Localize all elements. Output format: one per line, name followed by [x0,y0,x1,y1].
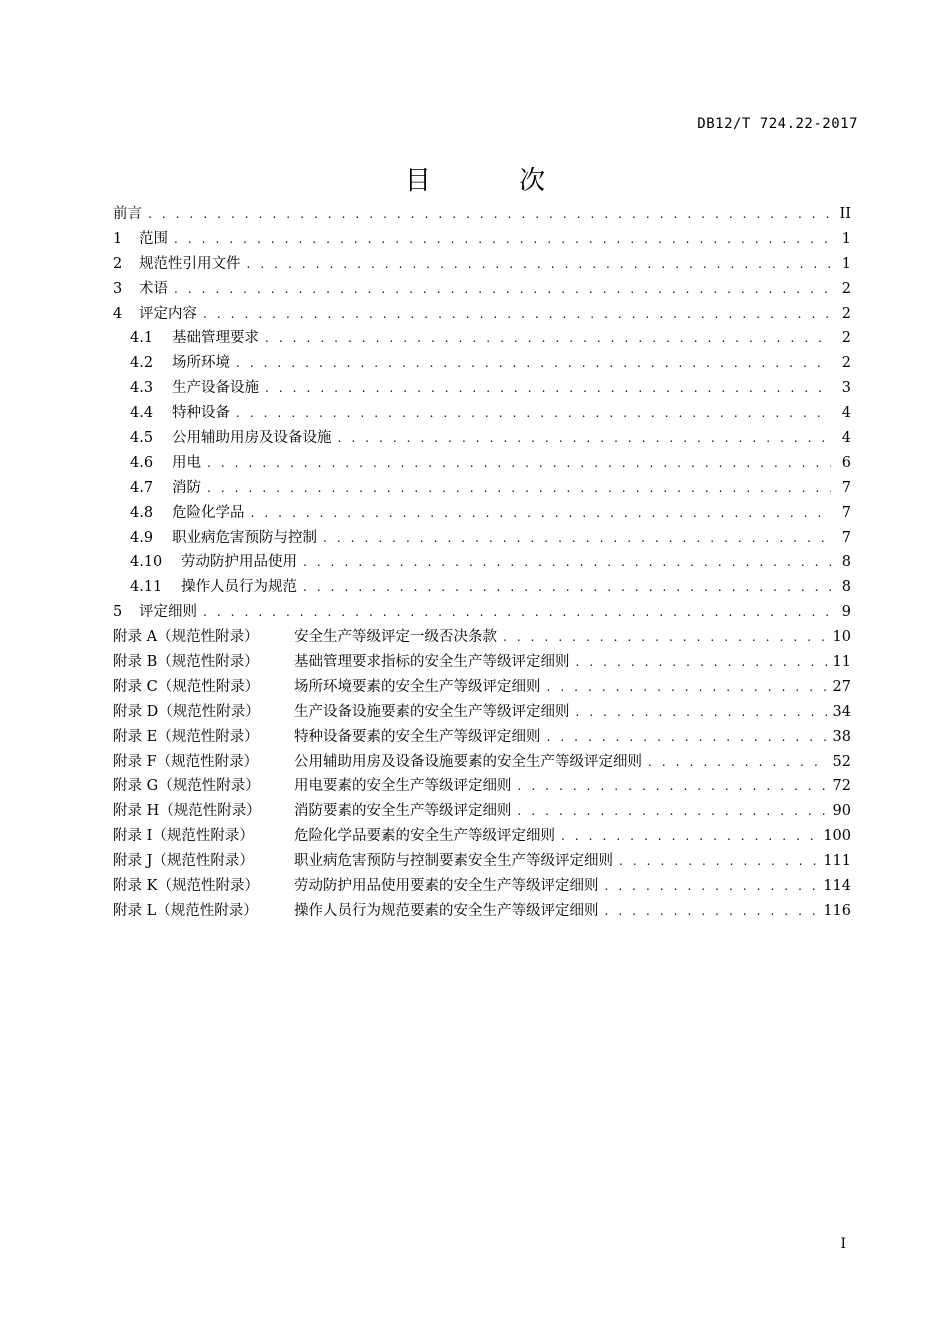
toc-entry-page: 4 [841,405,851,422]
footer-page-number: I [840,1236,846,1252]
dot-leader [236,401,831,426]
toc-entry-number: 附录 H（规范性附录） [113,803,261,820]
toc-entry-label: 操作人员行为规范要素的安全生产等级评定细则 [294,902,599,919]
toc-entry-label: 特种设备 [172,405,230,422]
toc-entry-label: 操作人员行为规范 [181,579,297,596]
toc-entry[interactable] [113,799,851,824]
toc-entry[interactable] [113,550,851,575]
toc-entry-label: 职业病危害预防与控制要素安全生产等级评定细则 [294,853,613,870]
toc-entry-page: 52 [832,753,851,770]
toc-entry-number: 附录 A（规范性附录） [113,629,259,646]
toc-entry[interactable] [113,252,851,277]
toc-entry[interactable] [113,376,851,401]
dot-leader [203,600,831,625]
dot-leader [503,625,827,650]
toc-entry-label: 危险化学品 [172,504,245,521]
dot-leader [303,550,831,575]
toc-entry[interactable] [113,476,851,501]
toc-entry[interactable] [113,650,851,675]
dot-leader [323,526,831,551]
toc-entry-page: 7 [841,529,851,546]
toc-entry-page: 72 [832,778,851,795]
dot-leader [148,202,831,227]
dot-leader [303,575,831,600]
toc-entry[interactable] [113,575,851,600]
toc-entry-page: 2 [841,355,851,372]
toc-entry-label: 劳动防护用品使用 [181,554,297,571]
toc-entry[interactable] [113,302,851,327]
dot-leader [236,351,831,376]
toc-entry-number: 附录 L（规范性附录） [113,902,258,919]
dot-leader [265,326,831,351]
toc-entry-page: 27 [832,678,851,695]
toc-entry-page: 38 [832,728,851,745]
toc-entry-page: 90 [832,803,851,820]
toc-entry-label: 用电 [172,454,201,471]
toc-entry[interactable] [113,351,851,376]
toc-entry[interactable] [113,401,851,426]
toc-entry-number: 2 [113,255,123,272]
toc-entry[interactable] [113,227,851,252]
toc-entry-label: 公用辅助用房及设备设施 [172,430,332,447]
toc-entry-number: 4.4 [130,405,154,422]
toc-entry[interactable] [113,725,851,750]
toc-entry[interactable] [113,874,851,899]
toc-entry-number: 4.6 [130,454,154,471]
toc-entry-number: 附录 I（规范性附录） [113,828,254,845]
toc-entry[interactable] [113,675,851,700]
dot-leader [203,302,831,327]
dot-leader [207,476,831,501]
toc-entry-page: 11 [832,654,851,671]
toc-entry[interactable] [113,326,851,351]
toc-entry-number: 附录 G（规范性附录） [113,778,260,795]
toc-entry-number: 附录 E（规范性附录） [113,728,259,745]
toc-entry-label: 规范性引用文件 [139,255,241,272]
toc-entry-page: 2 [841,280,851,297]
toc-entry-page: 9 [841,604,851,621]
dot-leader [619,849,817,874]
toc-entry-number: 4.10 [130,554,163,571]
toc-entry-page: 10 [832,629,851,646]
dot-leader [207,451,831,476]
toc-entry[interactable] [113,526,851,551]
toc-entry-label: 消防要素的安全生产等级评定细则 [294,803,512,820]
toc-entry-number: 附录 C（规范性附录） [113,678,260,695]
toc-entry-number: 4.8 [130,504,154,521]
toc-entry-number: 附录 K（规范性附录） [113,878,259,895]
table-of-contents [113,202,851,924]
dot-leader [561,824,817,849]
toc-entry-label: 生产设备设施要素的安全生产等级评定细则 [294,703,570,720]
toc-entry-page: 114 [823,878,851,895]
toc-entry[interactable] [113,426,851,451]
dot-leader [547,675,827,700]
toc-entry[interactable] [113,277,851,302]
toc-entry-label: 范围 [139,230,168,247]
toc-entry-label: 职业病危害预防与控制 [172,529,317,546]
toc-entry-number: 附录 B（规范性附录） [113,654,259,671]
dot-leader [518,774,827,799]
dot-leader [174,277,831,302]
toc-entry-page: 6 [841,454,851,471]
toc-entry-label: 生产设备设施 [172,380,259,397]
toc-entry-page: 8 [841,554,851,571]
toc-entry-label: 劳动防护用品使用要素的安全生产等级评定细则 [294,878,599,895]
toc-entry[interactable] [113,750,851,775]
toc-entry-page: 7 [841,479,851,496]
toc-entry-page: 1 [841,230,851,247]
toc-entry-label: 安全生产等级评定一级否决条款 [294,629,497,646]
toc-entry[interactable] [113,899,851,924]
dot-leader [174,227,831,252]
dot-leader [338,426,832,451]
dot-leader [605,874,818,899]
page-title: 目 次 [404,166,586,196]
toc-entry-label: 场所环境 [172,355,230,372]
toc-entry-label: 前言 [113,206,142,222]
toc-entry[interactable] [113,600,851,625]
toc-entry[interactable] [113,202,851,227]
toc-entry-number: 4 [113,305,123,322]
toc-entry-label: 术语 [139,280,168,297]
toc-entry-page: 4 [841,430,851,447]
toc-entry-label: 基础管理要求指标的安全生产等级评定细则 [294,654,570,671]
toc-entry[interactable] [113,700,851,725]
toc-entry[interactable] [113,451,851,476]
dot-leader [648,750,827,775]
toc-entry-number: 4.5 [130,430,154,447]
toc-entry-number: 5 [113,604,123,621]
toc-entry-page: 2 [841,305,851,322]
toc-entry-page: 3 [841,380,851,397]
toc-entry-label: 基础管理要求 [172,330,259,347]
toc-entry-page: 111 [823,853,851,870]
toc-entry[interactable] [113,849,851,874]
toc-entry-number: 3 [113,280,123,297]
toc-entry-label: 用电要素的安全生产等级评定细则 [294,778,512,795]
toc-entry-page: 34 [832,703,851,720]
toc-entry-page: II [839,206,851,222]
toc-entry-page: 8 [841,579,851,596]
toc-entry-label: 评定内容 [139,305,197,322]
toc-entry-number: 附录 D（规范性附录） [113,703,260,720]
toc-entry[interactable] [113,824,851,849]
toc-entry-number: 4.7 [130,479,154,496]
dot-leader [576,650,827,675]
dot-leader [518,799,827,824]
toc-entry-number: 4.9 [130,529,154,546]
toc-entry-page: 2 [841,330,851,347]
toc-entry[interactable] [113,625,851,650]
toc-entry-page: 116 [823,902,851,919]
toc-entry-label: 消防 [172,479,201,496]
toc-entry-label: 危险化学品要素的安全生产等级评定细则 [294,828,555,845]
dot-leader [547,725,827,750]
toc-entry-page: 1 [841,255,851,272]
document-id: DB12/T 724.22-2017 [697,116,858,132]
toc-entry-number: 4.3 [130,380,154,397]
toc-entry-number: 1 [113,230,123,247]
toc-entry-number: 4.11 [130,579,163,596]
toc-entry-page: 7 [841,504,851,521]
toc-entry-label: 公用辅助用房及设备设施要素的安全生产等级评定细则 [294,753,642,770]
dot-leader [576,700,827,725]
toc-entry-number: 附录 J（规范性附录） [113,853,254,870]
dot-leader [605,899,818,924]
dot-leader [247,252,832,277]
toc-entry[interactable] [113,774,851,799]
dot-leader [251,501,832,526]
toc-entry-number: 4.2 [130,355,154,372]
toc-entry-label: 评定细则 [139,604,197,621]
toc-entry[interactable] [113,501,851,526]
toc-entry-number: 附录 F（规范性附录） [113,753,259,770]
toc-entry-label: 特种设备要素的安全生产等级评定细则 [294,728,541,745]
dot-leader [265,376,831,401]
toc-entry-page: 100 [823,828,851,845]
toc-entry-number: 4.1 [130,330,154,347]
toc-entry-label: 场所环境要素的安全生产等级评定细则 [294,678,541,695]
